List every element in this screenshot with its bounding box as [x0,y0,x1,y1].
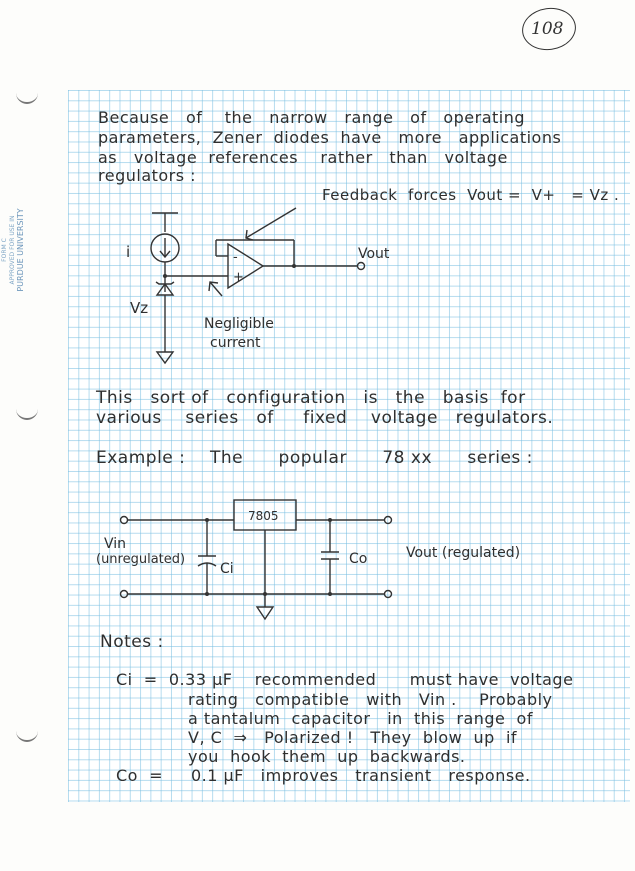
ci-label: Ci [220,561,234,577]
current-note-label: current [210,335,261,351]
intro-line-3: as voltage references rather than voltage [98,148,508,167]
negligible-label: Negligible [204,316,274,332]
ci-note-line-3: a tantalum capacitor in this range of [188,709,533,728]
co-note-line: Co = 0.1 μF improves transient response. [116,766,531,785]
ci-note-line-1: Ci = 0.33 μF recommended must have voltage [116,670,574,689]
feedback-note: Feedback forces Vout = V+ = Vz . [322,186,620,204]
vz-label: Vz [130,299,149,317]
opamp-plus-label: + [233,270,244,285]
config-line-2: various series of fixed voltage regulators. [96,408,554,428]
notes-label: Notes : [100,632,164,652]
intro-line-4: regulators : [98,166,197,185]
ci-note-line-2: rating compatible with Vin . Probably [188,690,553,709]
intro-line-1: Because of the narrow range of operating [98,108,526,127]
unregulated-label: (unregulated) [96,552,186,567]
regulator-label: 7805 [248,509,279,523]
stamp-form: FORM C [1,238,8,262]
page-number: 108 [531,19,564,39]
example-text: The popular 78 xx series : [210,448,533,468]
vout-regulated-label: Vout (regulated) [406,545,521,561]
opamp-minus-label: - [233,250,238,265]
vin-label: Vin [104,536,127,552]
ci-note-line-4: V, C ⇒ Polarized ! They blow up if [188,728,518,747]
current-label: i [126,243,131,261]
config-line-1: This sort of configuration is the basis for [96,388,526,408]
example-label: Example : [96,448,186,468]
stamp-approved: APPROVED FOR USE IN [9,215,16,285]
ci-note-line-5: you hook them up backwards. [188,747,466,766]
co-label: Co [349,551,368,567]
vout-label: Vout [358,246,390,262]
stamp-university: PURDUE UNIVERSITY [16,208,25,292]
intro-line-2: parameters, Zener diodes have more applications [98,128,562,147]
